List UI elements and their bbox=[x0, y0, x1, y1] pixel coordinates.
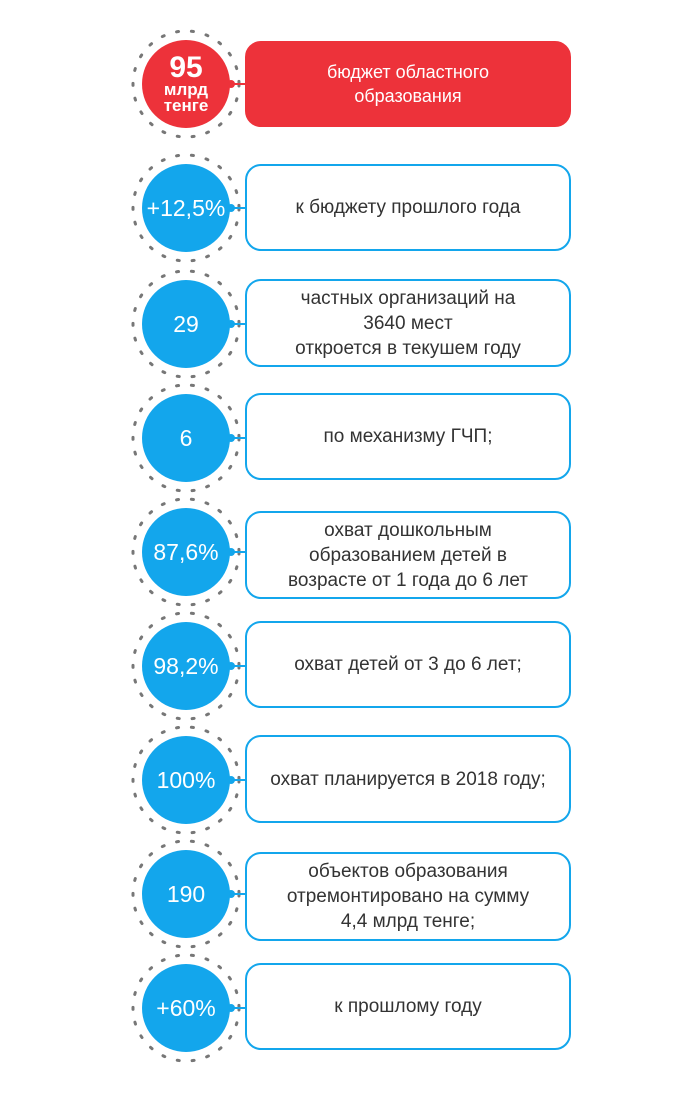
connector-dot bbox=[230, 665, 246, 667]
stat-description: объектов образования отремонтировано на сумму 4,4 млрд тенге; bbox=[245, 852, 571, 941]
stat-description: охват детей от 3 до 6 лет; bbox=[245, 621, 571, 708]
stat-circle: 6 bbox=[142, 394, 230, 482]
stat-description: по механизму ГЧП; bbox=[245, 393, 571, 480]
connector-dot bbox=[230, 893, 246, 895]
stat-circle: 87,6% bbox=[142, 508, 230, 596]
connector-dot bbox=[230, 207, 246, 209]
connector-dot bbox=[230, 779, 246, 781]
stat-description: частных организаций на 3640 мест откроется в текушем году bbox=[245, 279, 571, 367]
stat-circle: 100% bbox=[142, 736, 230, 824]
stat-value: 95 bbox=[169, 50, 203, 84]
stat-description: к прошлому году bbox=[245, 963, 571, 1050]
stat-unit: млрд тенге bbox=[163, 80, 209, 116]
stat-circle: +60% bbox=[142, 964, 230, 1052]
stat-description: охват дошкольным образованием детей в возрасте от 1 года до 6 лет bbox=[245, 511, 571, 599]
connector-dot bbox=[230, 323, 246, 325]
stat-circle: +12,5% bbox=[142, 164, 230, 252]
connector-dot bbox=[230, 551, 246, 553]
stat-description: к бюджету прошлого года bbox=[245, 164, 571, 251]
connector-dot bbox=[230, 83, 246, 85]
stat-description: охват планируется в 2018 году; bbox=[245, 735, 571, 823]
connector-dot bbox=[230, 1007, 246, 1009]
stat-circle: 98,2% bbox=[142, 622, 230, 710]
stat-circle: 29 bbox=[142, 280, 230, 368]
stat-description: бюджет областного образования bbox=[245, 41, 571, 127]
stat-circle-budget bbox=[142, 40, 230, 128]
stat-circle: 190 bbox=[142, 850, 230, 938]
connector-dot bbox=[230, 437, 246, 439]
